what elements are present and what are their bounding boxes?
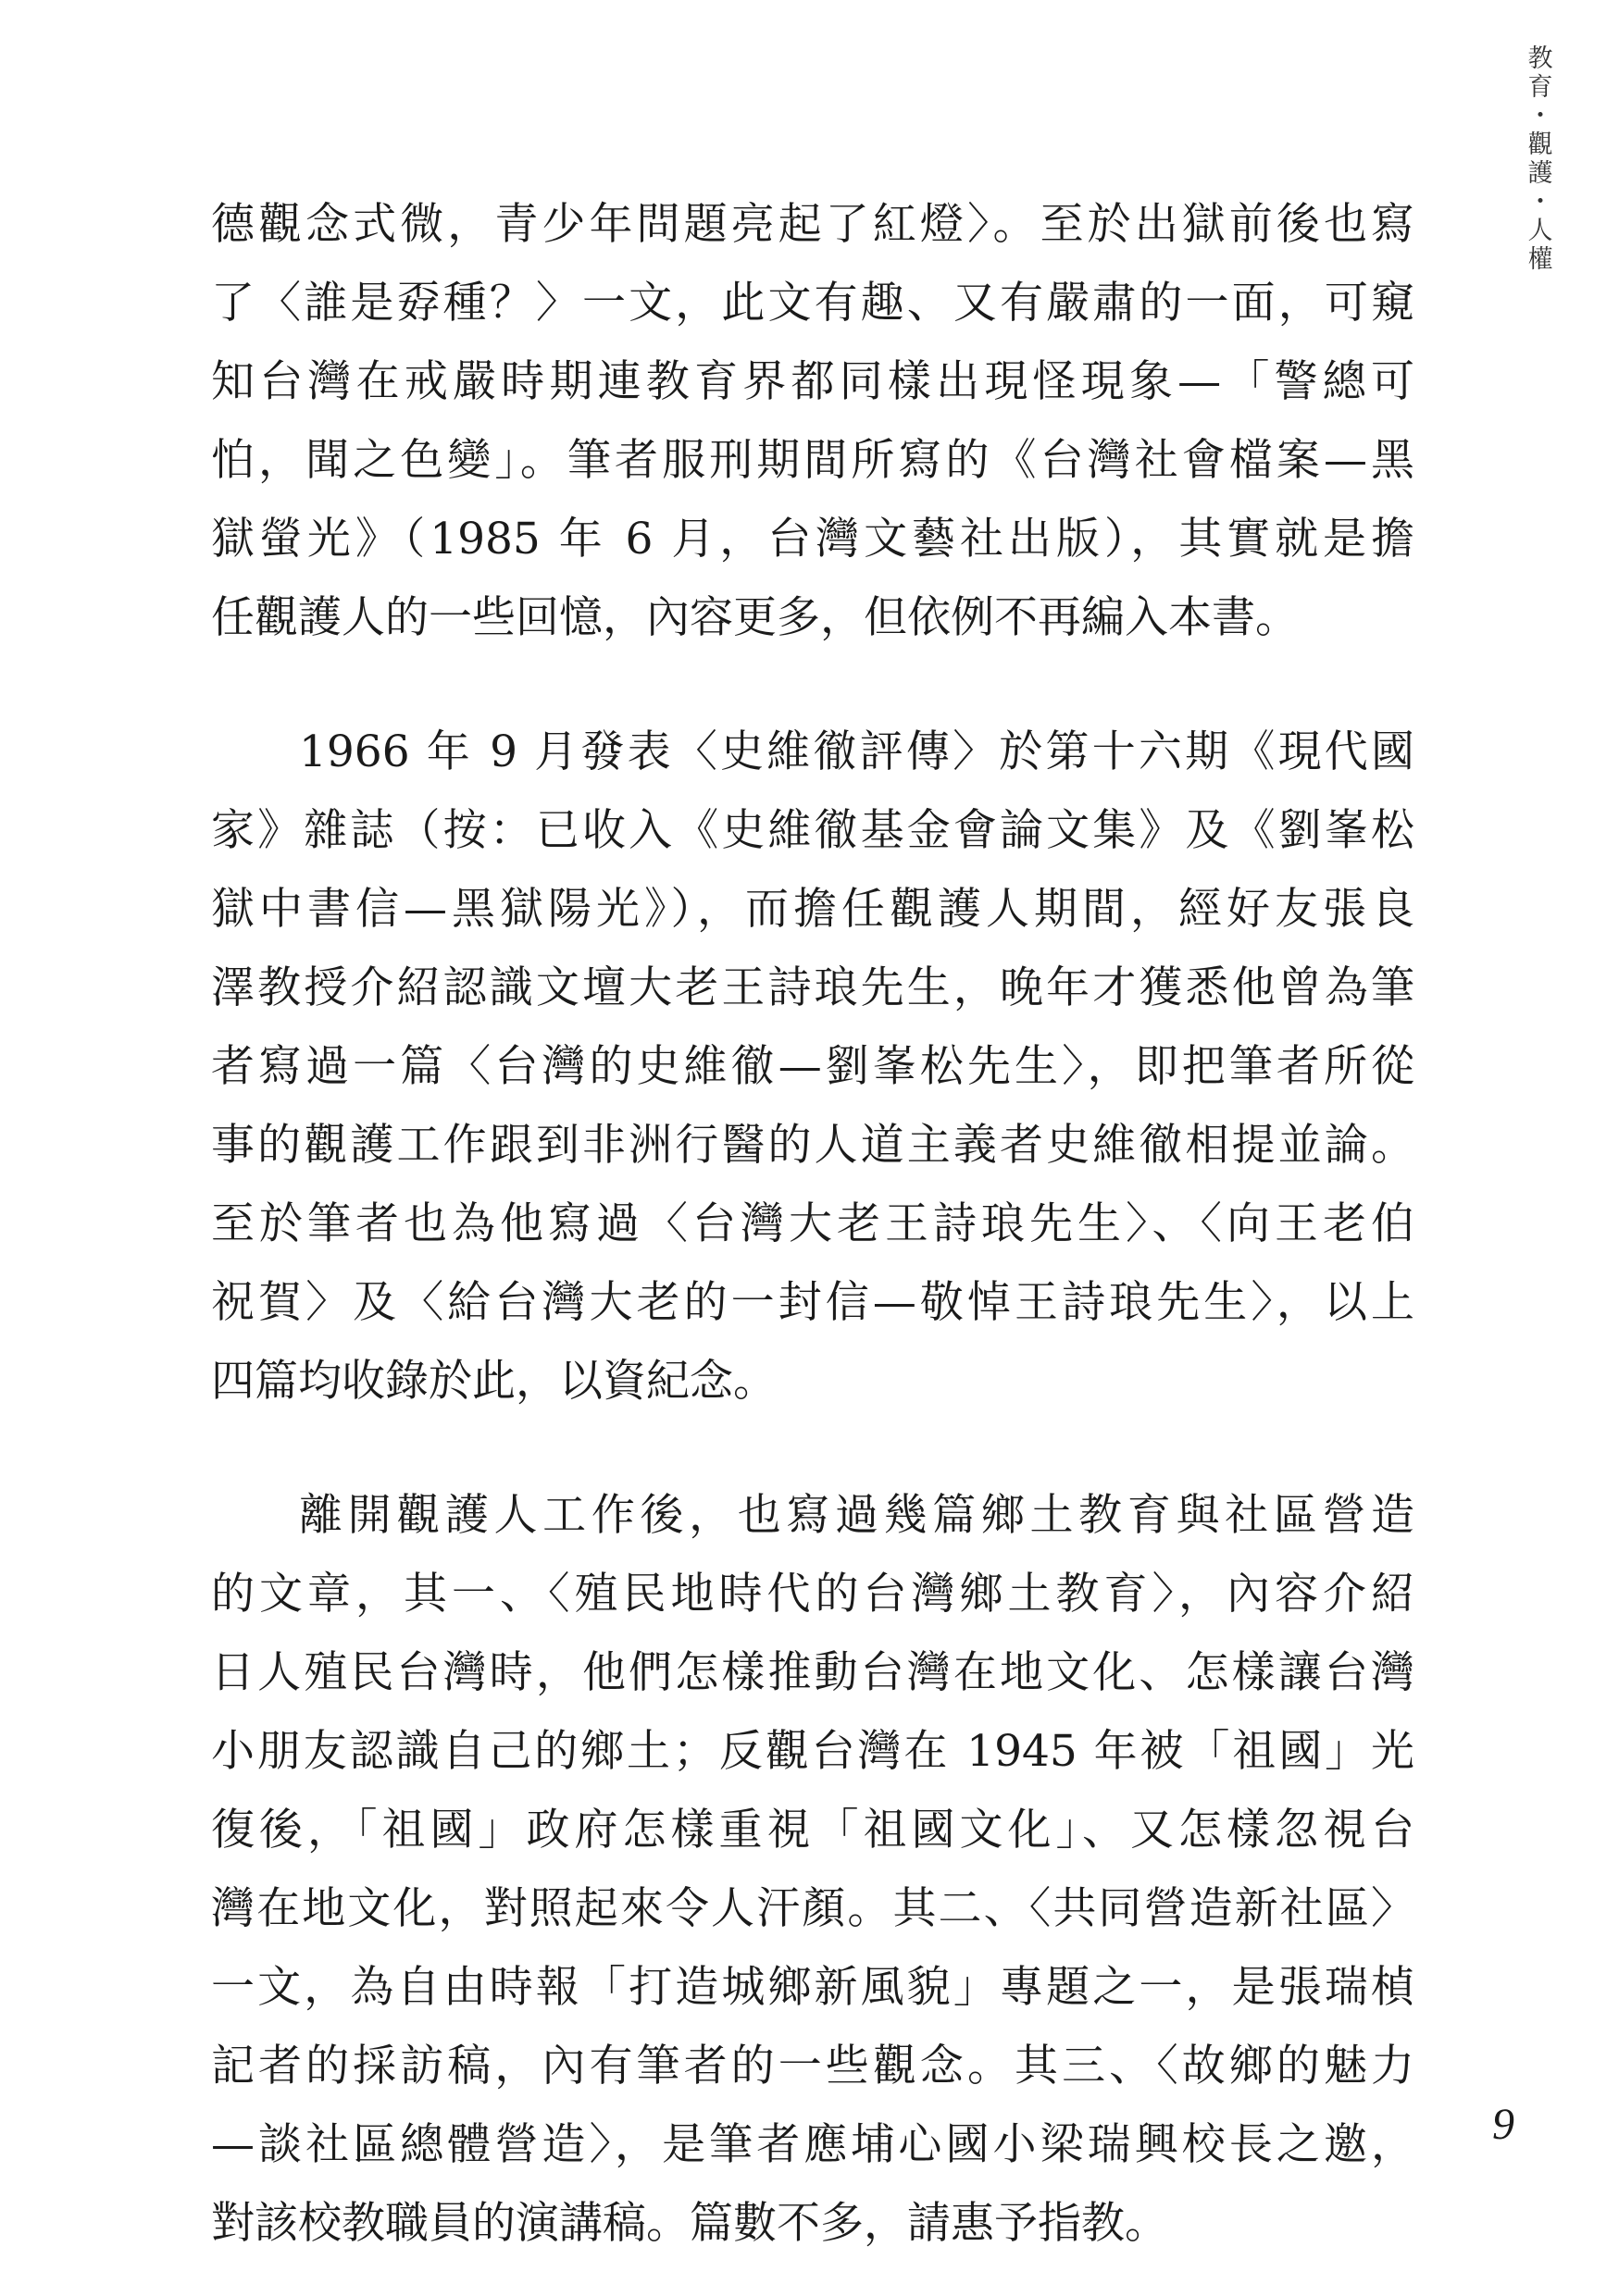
paragraph-1 <box>211 185 1414 657</box>
text-line: 德觀念式微，青少年問題亮起了紅燈〉。至於出獄前後也寫 <box>211 199 1414 250</box>
text-line: 四篇均收錄於此，以資紀念。 <box>211 1356 777 1407</box>
text-line: 澤教授介紹認識文壇大老王詩琅先生，晚年才獲悉他曾為筆 <box>211 962 1414 1013</box>
body-text <box>211 185 1414 2263</box>
text-line: 者寫過一篇〈台灣的史維徹—劉峯松先生〉，即把筆者所從 <box>211 1041 1414 1092</box>
text-line: 獄螢光》（1985 年 6 月，台灣文藝社出版），其實就是擔 <box>211 514 1414 565</box>
running-head-char: 人 <box>1527 217 1553 245</box>
text-line: 家》雜誌（按：已收入《史維徹基金會論文集》及《劉峯松 <box>211 805 1414 856</box>
running-head-char: 教 <box>1527 44 1553 73</box>
page-number: 9 <box>1492 2100 1514 2149</box>
text-line: 日人殖民台灣時，他們怎樣推動台灣在地文化、怎樣讓台灣 <box>211 1647 1414 1698</box>
paragraph-3 <box>211 1476 1414 2263</box>
running-head-char: ・ <box>1527 188 1553 217</box>
text-line: 至於筆者也為他寫過〈台灣大老王詩琅先生〉、〈向王老伯 <box>211 1198 1414 1249</box>
text-line: 一文，為自由時報「打造城鄉新風貌」專題之一，是張瑞楨 <box>211 1962 1414 2013</box>
paragraph-2 <box>211 713 1414 1421</box>
text-line: 的文章，其一、〈殖民地時代的台灣鄉土教育〉，內容介紹 <box>211 1569 1414 1620</box>
text-line: 記者的採訪稿，內有筆者的一些觀念。其三、〈故鄉的魅力 <box>211 2041 1414 2091</box>
text-line: 怕，聞之色變」。筆者服刑期間所寫的《台灣社會檔案—黑 <box>211 435 1414 486</box>
running-head-char: 護 <box>1527 159 1553 188</box>
text-line: 小朋友認識自己的鄉土；反觀台灣在 1945 年被「祖國」光 <box>211 1726 1414 1777</box>
text-line: 了〈誰是孬種？〉一文，此文有趣、又有嚴肅的一面，可窺 <box>211 278 1414 329</box>
text-line: 離開觀護人工作後，也寫過幾篇鄉土教育與社區營造 <box>299 1490 1414 1541</box>
running-head <box>1514 44 1566 274</box>
running-head-char: 育 <box>1527 73 1553 102</box>
running-head-char: ・ <box>1527 102 1553 130</box>
text-line: 獄中書信—黑獄陽光》），而擔任觀護人期間，經好友張良 <box>211 884 1414 935</box>
text-line: 知台灣在戒嚴時期連教育界都同樣出現怪現象—「警總可 <box>211 356 1414 407</box>
text-line: 事的觀護工作跟到非洲行醫的人道主義者史維徹相提並論。 <box>211 1120 1414 1171</box>
text-line: 對該校教職員的演講稿。篇數不多，請惠予指教。 <box>211 2198 1168 2249</box>
text-line: 復後，「祖國」政府怎樣重視「祖國文化」、又怎樣忽視台 <box>211 1805 1414 1855</box>
text-line: 1966 年 9 月發表〈史維徹評傳〉於第十六期《現代國 <box>299 726 1414 777</box>
text-line: 祝賀〉及〈給台灣大老的一封信—敬悼王詩琅先生〉，以上 <box>211 1277 1414 1328</box>
running-head-char: 權 <box>1527 245 1553 274</box>
text-line: 灣在地文化，對照起來令人汗顏。其二、〈共同營造新社區〉 <box>211 1883 1414 1934</box>
text-line: 任觀護人的一些回憶，內容更多，但依例不再編入本書。 <box>211 592 1299 643</box>
text-line: —談社區總體營造〉，是筆者應埔心國小梁瑞興校長之邀， <box>211 2119 1414 2170</box>
running-head-char: 觀 <box>1527 130 1553 159</box>
